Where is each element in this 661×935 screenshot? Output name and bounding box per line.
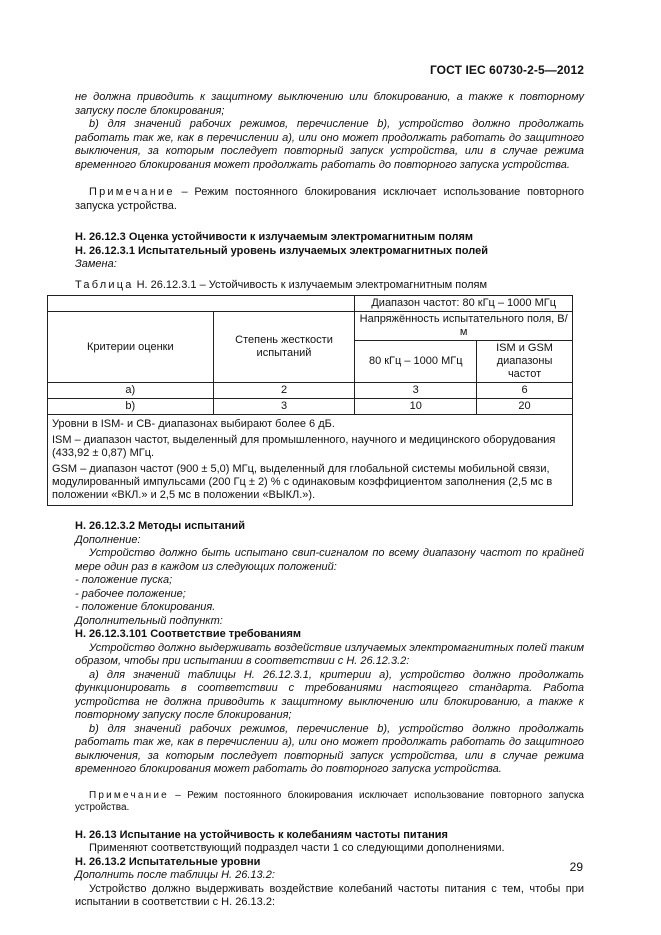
paragraph: b) для значений рабочих режимов, перечисление b), устройство должно продолжать работать так же, как в перечислении а), или оно может продолжать работать до защитного выключения, за которым последует повторный запуск устройства, или в случае режима временного блокирования может работать до повторного запуска устройства. xyxy=(75,722,584,775)
section-title: Н. 26.13 Испытание на устойчивость к колебаниям частоты питания xyxy=(75,828,448,841)
paragraph: не должна приводить к защитному выключению или блокированию, а также к повторному запуску после блокирования; xyxy=(75,91,584,117)
note-text: – Режим постоянного блокирования исключает использование повторного запуска устройства. xyxy=(75,789,584,813)
subsection-title: Н. 26.12.3.1 Испытательный уровень излучаемых электромагнитных полей xyxy=(75,244,488,257)
note xyxy=(75,186,584,213)
table-footnote: Уровни в ISM- и CB- диапазонах выбирают более 6 дБ. xyxy=(52,418,335,430)
list-item: - рабочее положение; xyxy=(75,587,186,600)
table-cell: 6 xyxy=(477,383,573,399)
table-cell: b) xyxy=(48,399,214,415)
table-header-field-strength: Напряжённость испытательного поля, В/м xyxy=(355,312,573,341)
instruction-text: Дополнительный подпункт: xyxy=(75,614,223,627)
immunity-table xyxy=(47,295,573,506)
paragraph: Устройство должно быть испытано свип-сигналом по всему диапазону частот по крайней мере один раз в каждом из следующих положений: xyxy=(75,547,584,573)
table-cell: 3 xyxy=(213,399,355,415)
note-text: – Режим постоянного блокирования исключает использование повторного запуска устройства. xyxy=(75,186,584,212)
table-header-ism-gsm: ISM и GSM диапазоны частот xyxy=(477,341,573,383)
table-cell: 3 xyxy=(355,383,477,399)
section-title: Н. 26.12.3 Оценка устойчивости к излучаемым электромагнитным полям xyxy=(75,231,474,243)
table-cell: 20 xyxy=(477,399,573,415)
table-header-80khz: 80 кГц – 1000 МГц xyxy=(355,341,477,383)
table-cell: a) xyxy=(48,383,214,399)
table-cell: 10 xyxy=(355,399,477,415)
paragraph: а) для значений таблицы Н. 26.12.3.1, критерии а), устройство должно продолжать функционировать в соответствии с требованиями настоящего стандарта. Работа устройства не должна приводить к защитному выключению или блокированию, а также к повторному запуску после блокирования; xyxy=(75,668,584,721)
list-item: - положение блокирования. xyxy=(75,601,216,613)
instruction-text: Замена: xyxy=(75,258,117,270)
subsection-title: Н. 26.12.3.2 Методы испытаний xyxy=(75,520,245,532)
document-code-header: ГОСТ IEC 60730-2-5—2012 xyxy=(429,63,584,77)
paragraph: Применяют соответствующий подраздел части 1 со следующими дополнениями. xyxy=(89,842,505,854)
instruction-text: Дополнить после таблицы Н. 26.13.2: xyxy=(75,869,275,881)
note xyxy=(75,790,584,814)
table-caption xyxy=(75,279,584,293)
note-label: Примечание xyxy=(89,186,175,198)
table-caption-label: Таблица xyxy=(75,278,134,291)
table-empty-cell xyxy=(48,296,355,312)
table-footnote: ISM – диапазон частот, выделенный для промышленного, научного и медицинского оборудования (433,92 ± 0,87) МГц. xyxy=(52,434,556,459)
paragraph: Устройство должно выдерживать воздействие колебаний частоты питания с тем, чтобы при испытании в соответствии с Н. 26.13.2: xyxy=(75,882,584,908)
table-row xyxy=(48,399,573,415)
subsection-title: Н. 26.12.3.101 Соответствие требованиям xyxy=(75,628,302,640)
page-number: 29 xyxy=(569,860,583,874)
table-footnote: GSM – диапазон частот (900 ± 5,0) МГц, выделенный для глобальной системы мобильной связи, модулированный импульсами (200 Гц ± 2) % с одинаковым коэффициентом заполнения (2,5 мс в положении «ВКЛ.» и 2,5 мс в положении «ВЫКЛ.»). xyxy=(52,463,553,501)
subsection-title: Н. 26.13.2 Испытательные уровни xyxy=(75,855,261,868)
table-header-severity: Степень жесткости испытаний xyxy=(213,312,355,383)
page-content xyxy=(52,91,585,910)
note-label: Примечание xyxy=(89,789,169,801)
table-caption-text: Н. 26.12.3.1 – Устойчивость к излучаемым электромагнитным полям xyxy=(133,278,488,291)
paragraph: b) для значений рабочих режимов, перечисление b), устройство должно продолжать работать так же, как в перечислении а), или оно может продолжать работать до защитного выключения, за которым последует повторный запуск устройства, или в случае режима временного блокирования может продолжать работать до повторного запуска устройства. xyxy=(75,118,584,171)
paragraph: Устройство должно выдерживать воздействие излучаемых электромагнитных полей таким образом, чтобы при испытании в соответствии с Н. 26.12.3.2: xyxy=(75,641,585,667)
table-cell: 2 xyxy=(213,383,355,399)
table-header-frequency-range: Диапазон частот: 80 кГц – 1000 МГц xyxy=(355,296,573,312)
table-row xyxy=(48,383,573,399)
list-item: - положение пуска; xyxy=(75,574,173,586)
table-footnotes xyxy=(48,415,573,506)
table-header-criteria: Критерии оценки xyxy=(48,312,214,383)
instruction-text: Дополнение: xyxy=(75,533,141,546)
